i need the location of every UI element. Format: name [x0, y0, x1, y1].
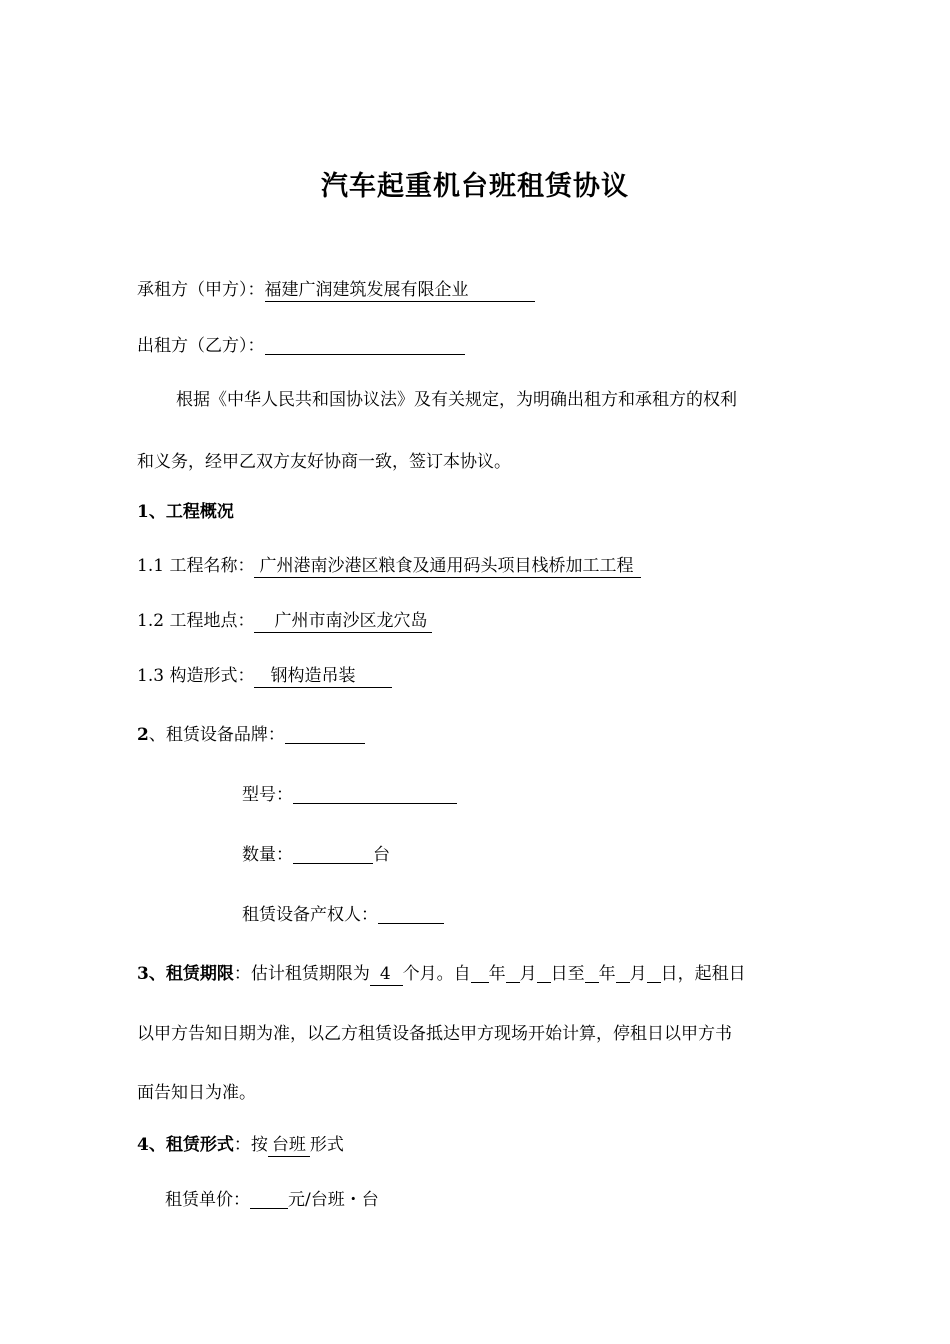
lessor-label: 出租方（乙方）：: [137, 336, 265, 356]
lease-term-line-2: 以甲方告知日期为准，以乙方租赁设备抵达甲方现场开始计算，停租日以甲方书: [137, 1024, 732, 1044]
project-location-label: 1.2 工程地点：: [137, 611, 255, 631]
start-month-text: 月: [519, 964, 537, 984]
unit-price-line: [165, 1188, 379, 1212]
end-day-text: 日，起租日: [660, 964, 746, 984]
lease-form-value: 台班: [268, 1134, 310, 1157]
start-day-blank: [537, 962, 551, 983]
project-name-value: 广州港南沙港区粮食及通用码头项目栈桥加工工程: [254, 555, 641, 578]
start-year-text: 年: [488, 964, 506, 984]
lessee-label: 承租方（甲方）：: [137, 280, 265, 300]
equipment-brand-blank: [285, 723, 365, 744]
unit-price-label: 租赁单价：: [165, 1190, 250, 1210]
unit-price-blank: [250, 1188, 288, 1209]
start-month-blank: [506, 962, 520, 983]
project-location-value: 广州市南沙区龙穴岛: [254, 610, 432, 633]
model-line: [242, 783, 457, 807]
end-day-blank: [647, 962, 661, 983]
intro-line-1: 根据《中华人民共和国协议法》及有关规定，为明确出租方和承租方的权利: [176, 390, 737, 410]
lessee-field: [265, 279, 535, 302]
model-label: 型号：: [242, 785, 293, 805]
lease-form-text-a: ：按: [233, 1135, 268, 1155]
intro-line-2: 和义务，经甲乙双方友好协商一致，签订本协议。: [137, 452, 511, 472]
equipment-brand-label: 、租赁设备品牌：: [148, 725, 285, 745]
unit-price-unit: 元/台班・台: [288, 1190, 379, 1210]
lease-term-line-1: [137, 962, 746, 986]
project-name-label: 1.1 工程名称：: [137, 556, 255, 576]
section-2-number: 2: [137, 725, 149, 745]
section-1-heading: 1、工程概况: [137, 502, 234, 522]
equipment-brand-line: [137, 723, 365, 747]
structure-form-value: 钢构造吊装: [254, 665, 392, 688]
start-year-blank: [471, 962, 489, 983]
quantity-unit: 台: [373, 845, 390, 865]
owner-label: 租赁设备产权人：: [242, 905, 378, 925]
end-month-blank: [616, 962, 630, 983]
lease-form-line: [137, 1133, 344, 1157]
lessor-blank: [265, 334, 465, 355]
section-4-heading: 4、租赁形式: [137, 1135, 234, 1155]
lease-term-line-3: 面告知日为准。: [137, 1083, 256, 1103]
end-year-text: 年: [598, 964, 616, 984]
quantity-label: 数量：: [242, 845, 293, 865]
project-location-line: [137, 609, 432, 633]
lessee-line: [137, 278, 535, 302]
owner-line: [242, 903, 444, 927]
lessee-value: 福建广润建筑发展有限企业: [264, 280, 469, 300]
lease-form-text-b: 形式: [309, 1135, 344, 1155]
document-title: 汽车起重机台班租赁协议: [321, 171, 629, 202]
lease-term-text-a: ：估计租赁期限为: [233, 964, 370, 984]
quantity-blank: [293, 843, 373, 864]
lessor-line: [137, 334, 465, 358]
structure-form-label: 1.3 构造形式：: [137, 666, 255, 686]
start-day-text: 日至: [550, 964, 585, 984]
end-year-blank: [585, 962, 599, 983]
owner-blank: [378, 903, 444, 924]
lease-term-text-b: 个月。自: [402, 964, 471, 984]
quantity-line: [242, 843, 390, 867]
structure-form-line: [137, 664, 392, 688]
end-month-text: 月: [629, 964, 647, 984]
section-3-heading: 3、租赁期限: [137, 964, 234, 984]
project-name-line: [137, 554, 641, 578]
model-blank: [293, 783, 457, 804]
lease-months: 4: [370, 963, 403, 986]
